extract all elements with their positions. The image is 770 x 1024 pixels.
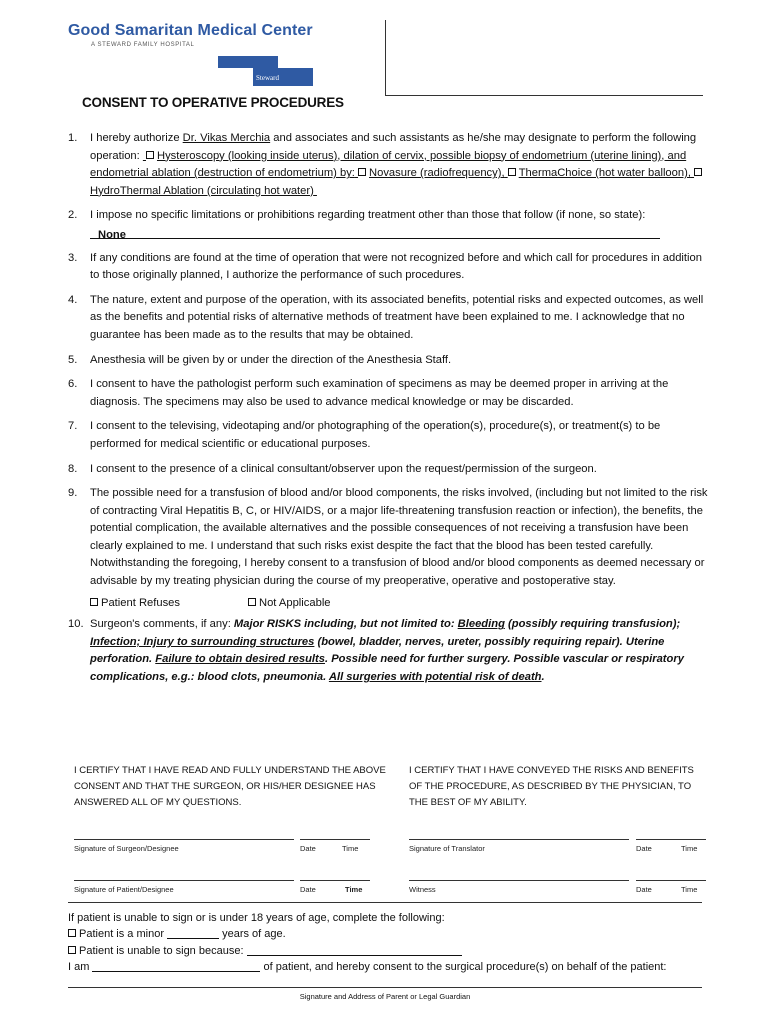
- hospital-subtitle: A STEWARD FAMILY HOSPITAL: [91, 42, 195, 48]
- consent-item-1: 1. I hereby authorize Dr. Vikas Merchia and associates and such assistants as he/she may designate to perform the following operation: Hysteroscopy (looking inside uterus), dilation of cervix, possible biopsy of endometrium (uterine lining), and endometrial ablation (destruction of endometrium) by: Novasure (radiofrequency), ThermaChoice (hot water balloon), HydroThermal Ablation (circulating hot water): [68, 130, 708, 200]
- translator-time-label: Time: [681, 844, 698, 853]
- hospital-name: Good Samaritan Medical Center: [68, 22, 313, 39]
- page-title: CONSENT TO OPERATIVE PROCEDURES: [82, 95, 344, 110]
- logo-mark-upper: [218, 56, 278, 68]
- translator-signature-line[interactable]: [409, 839, 629, 840]
- patient-date-line[interactable]: [300, 880, 370, 881]
- consent-item-8: 8. I consent to the presence of a clinical consultant/observer upon the request/permission of the surgeon.: [68, 462, 597, 475]
- checkbox-patient-refuses[interactable]: [90, 598, 98, 606]
- checkbox-hydrothermal[interactable]: [694, 168, 702, 176]
- witness-label: Witness: [409, 885, 436, 894]
- surgeon-signature-label: Signature of Surgeon/Designee: [74, 844, 179, 853]
- surgeon-comments[interactable]: Surgeon's comments, if any: Major RISKS including, but not limited to: Bleeding (possibly requiring transfusion); Infection; Injury to surrounding structures (bowel, bladder, nerves, ureter, possibly requiring repair). Uterine perforation. Failure to obtain desired results. Possible need for further surgery. Possible vascular or respiratory complications, e.g.: blood clots, pneumonia. All surgeries with potential risk of death.: [90, 618, 684, 684]
- checkbox-hysteroscopy[interactable]: [146, 151, 154, 159]
- option-not-applicable[interactable]: Not Applicable: [248, 595, 406, 613]
- procedure-field[interactable]: Hysteroscopy (looking inside uterus), dilation of cervix, possible biopsy of endometrium (uterine lining), and endometrial ablation (destruction of endometrium) by: Novasure (radiofrequency), ThermaChoice (hot water balloon), HydroThermal Ablation (circulating hot water): [90, 150, 705, 197]
- translator-date-label: Date: [636, 844, 652, 853]
- translator-signature-label: Signature of Translator: [409, 844, 485, 853]
- patient-signature-label: Signature of Patient/Designee: [74, 885, 174, 894]
- minor-row: Patient is a minor years of age.: [68, 926, 708, 942]
- checkbox-patient-minor[interactable]: [68, 929, 76, 937]
- minor-age-field[interactable]: [167, 927, 219, 939]
- consent-item-9: 9. The possible need for a transfusion of blood and/or blood components, the risks involved, (including but not limited to the risk of contracting Viral Hepatitis B, C, or HIV/AIDS, or a major life-threatening transfusion reaction or infection), the benefits, the potential complication, the available alternatives and the possible consequences of not receiving a transfusion have been clearly explained to me. I understand that such risks exist despite the fact that the blood has been tested carefully. Notwithstanding the foregoing, I hereby consent to a transfusion of blood and/or blood components as deemed necessary or advisable by my treating physician during the course of my preoperative, operative and postoperative stay.: [68, 487, 708, 588]
- guardian-intro: If patient is unable to sign or is under 18 years of age, complete the following:: [68, 912, 445, 924]
- patient-label-box-left: [385, 20, 386, 96]
- patient-date-label: Date: [300, 885, 316, 894]
- checkbox-unable-to-sign[interactable]: [68, 946, 76, 954]
- option-patient-refuses[interactable]: Patient Refuses: [90, 595, 248, 613]
- consent-item-3: 3. If any conditions are found at the time of operation that were not recognized before and which call for procedures in addition to those originally planned, I authorize the performance of such procedures.: [68, 251, 702, 282]
- witness-date-line[interactable]: [636, 880, 706, 881]
- witness-signature-line[interactable]: [409, 880, 629, 881]
- patient-label-box-bottom: [385, 95, 703, 96]
- consent-item-5: 5. Anesthesia will be given by or under the direction of the Anesthesia Staff.: [68, 353, 452, 366]
- surgeon-signature-line[interactable]: [74, 839, 294, 840]
- guardian-signature-line[interactable]: [68, 987, 702, 988]
- patient-time-label: Time: [345, 885, 363, 894]
- hospital-logo: [68, 22, 318, 86]
- limitations-field[interactable]: None: [90, 227, 660, 239]
- guardian-signature-label: Signature and Address of Parent or Legal Guardian: [299, 992, 471, 1001]
- patient-signature-line[interactable]: [74, 880, 294, 881]
- unable-row: Patient is unable to sign because:: [68, 943, 708, 959]
- unable-reason-field[interactable]: [247, 944, 462, 956]
- witness-date-label: Date: [636, 885, 652, 894]
- consent-items: [68, 130, 708, 694]
- consent-item-10: 10. Surgeon's comments, if any: Major RISKS including, but not limited to: Bleeding (possibly requiring transfusion); Infection; Injury to surrounding structures (bowel, bladder, nerves, ureter, possibly requiring repair). Uterine perforation. Failure to obtain desired results. Possible need for further surgery. Possible vascular or respiratory complications, e.g.: blood clots, pneumonia. All surgeries with potential risk of death.: [68, 616, 708, 686]
- checkbox-not-applicable[interactable]: [248, 598, 256, 606]
- section-divider: [68, 902, 702, 903]
- doctor-name: Dr. Vikas Merchia: [182, 132, 271, 144]
- witness-time-label: Time: [681, 885, 698, 894]
- consent-item-4: 4. The nature, extent and purpose of the operation, with its associated benefits, potential risks and expected outcomes, as well as the benefits and potential risks of alternative methods of treatment have been explained to me. I acknowledge that no guarantee has been made as to the results that may be obtained.: [68, 293, 704, 341]
- checkbox-thermachoice[interactable]: [508, 168, 516, 176]
- consent-item-7: 7. I consent to the televising, videotaping and/or photographing of the operation(s), procedure(s), or treatment(s) to be performed for medical scientific or educational purposes.: [68, 420, 661, 450]
- guardian-section: [68, 910, 708, 976]
- transfusion-options: [90, 595, 708, 613]
- patient-certification: I CERTIFY THAT I HAVE READ AND FULLY UNDERSTAND THE ABOVE CONSENT AND THAT THE SURGEON, OR HIS/HER DESIGNEE HAS ANSWERED ALL OF MY QUESTIONS.: [74, 765, 386, 808]
- surgeon-date-label: Date: [300, 844, 316, 853]
- surgeon-date-line[interactable]: [300, 839, 370, 840]
- translator-date-line[interactable]: [636, 839, 706, 840]
- relationship-field[interactable]: [92, 960, 260, 972]
- consent-item-2: 2. I impose no specific limitations or prohibitions regarding treatment other than those that follow (if none, so state): None: [68, 207, 708, 242]
- translator-certification: I CERTIFY THAT I HAVE CONVEYED THE RISKS AND BENEFITS OF THE PROCEDURE, AS DESCRIBED BY THE PHYSICIAN, TO THE BEST OF MY ABILITY.: [409, 765, 694, 808]
- logo-mark-text: Steward: [256, 74, 279, 82]
- relationship-row: I am of patient, and hereby consent to the surgical procedure(s) on behalf of the patient:: [68, 961, 667, 974]
- checkbox-novasure[interactable]: [358, 168, 366, 176]
- surgeon-time-label: Time: [342, 844, 359, 853]
- consent-item-6: 6. I consent to have the pathologist perform such examination of specimens as may be deemed proper in arriving at the diagnosis. The specimens may also be used to advance medical knowledge or may be discarded.: [68, 378, 669, 408]
